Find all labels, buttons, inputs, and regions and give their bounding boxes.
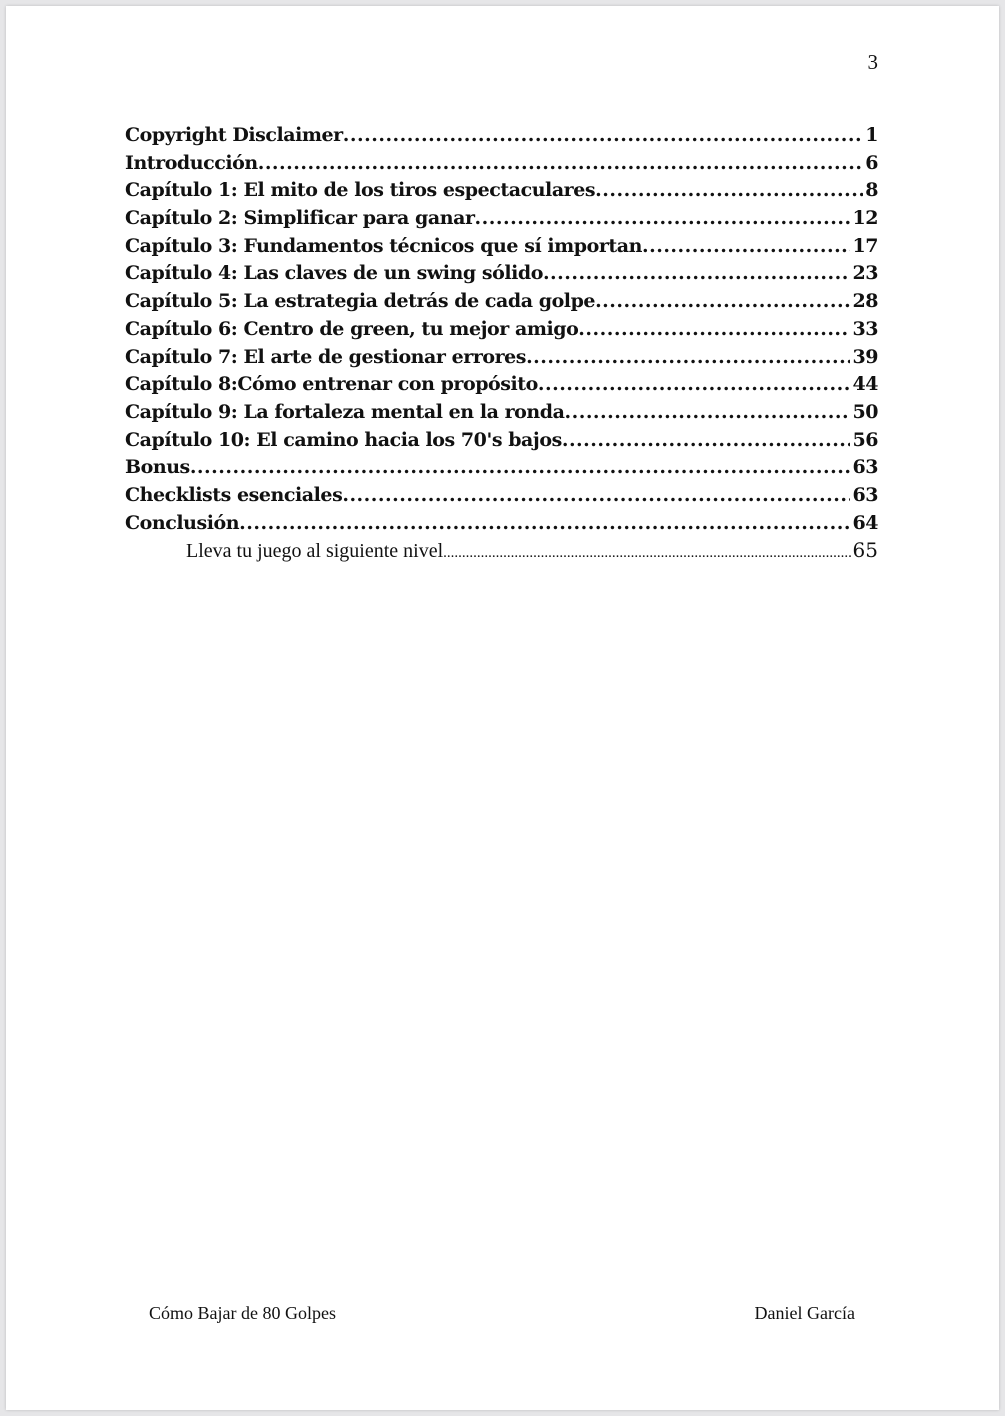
toc-entry-page: 50 [852,400,878,423]
toc-entry-page: 1 [865,124,878,146]
dot-leader [642,233,850,261]
toc-entry-page: 6 [865,151,878,174]
toc-entry-capitulo-7[interactable] [125,344,878,372]
dot-leader [564,399,850,427]
toc-entry-page: 17 [852,234,878,257]
dot-leader [239,510,850,538]
toc-entry-page: 33 [852,317,878,340]
toc-subentry-siguiente-nivel[interactable] [125,537,878,565]
toc-entry-page: 56 [852,428,878,451]
toc-entry-capitulo-2[interactable] [125,205,878,233]
document-page [6,6,999,1410]
toc-entry-page: 64 [852,511,878,534]
table-of-contents [125,122,878,565]
toc-entry-page: 8 [865,179,878,202]
footer-book-title: Cómo Bajar de 80 Golpes [149,1303,336,1323]
toc-entry-introduccion[interactable] [125,150,878,178]
toc-entry-checklists[interactable] [125,482,878,510]
toc-entry-label: Bonus [125,456,190,479]
dot-leader [190,454,851,482]
toc-entry-page: 28 [852,290,878,313]
dot-leader [258,150,864,178]
toc-entry-copyright[interactable] [125,122,878,150]
toc-entry-label: Capítulo 2: Simplificar para ganar [125,207,475,230]
toc-entry-capitulo-3[interactable] [125,233,878,261]
dot-leader [595,177,863,205]
toc-entry-label: Capítulo 5: La estrategia detrás de cada golpe [125,290,596,313]
toc-entry-label: Capítulo 10: El camino hacia los 70's bajos [125,428,562,451]
toc-entry-label: Capítulo 6: Centro de green, tu mejor amigo [125,317,579,340]
dot-leader [526,344,850,372]
page-number: 3 [867,50,878,74]
dot-leader [443,540,850,565]
toc-entry-capitulo-4[interactable] [125,260,878,288]
toc-entry-page: 12 [852,207,878,230]
toc-entry-capitulo-8[interactable] [125,371,878,399]
toc-entry-page: 23 [852,262,878,285]
dot-leader [578,316,850,344]
toc-entry-label: Capítulo 8:Cómo entrenar con propósito [125,373,538,396]
toc-entry-label: Capítulo 7: El arte de gestionar errores [125,345,527,368]
toc-entry-label: Lleva tu juego al siguiente nivel [186,540,444,563]
toc-entry-page: 39 [852,345,878,368]
toc-entry-label: Conclusión [125,511,240,534]
dot-leader [562,427,851,455]
toc-entry-label: Copyright Disclaimer [125,124,343,146]
toc-entry-page: 63 [852,456,878,479]
toc-entry-capitulo-10[interactable] [125,427,878,455]
dot-leader [342,482,850,510]
toc-entry-conclusion[interactable] [125,510,878,538]
dot-leader [538,371,851,399]
footer-author: Daniel García [754,1303,855,1323]
dot-leader [475,205,851,233]
toc-entry-label: Introducción [125,151,258,174]
toc-entry-label: Capítulo 3: Fundamentos técnicos que sí importan [125,234,642,257]
toc-entry-bonus[interactable] [125,454,878,482]
toc-entry-capitulo-6[interactable] [125,316,878,344]
toc-entry-capitulo-5[interactable] [125,288,878,316]
dot-leader [543,260,851,288]
toc-entry-capitulo-9[interactable] [125,399,878,427]
toc-entry-label: Capítulo 1: El mito de los tiros espectaculares [125,179,596,202]
toc-entry-page: 65 [852,538,878,563]
toc-entry-label: Capítulo 9: La fortaleza mental en la ronda [125,400,565,423]
dot-leader [595,288,850,316]
dot-leader [343,122,863,150]
toc-entry-page: 63 [852,483,878,506]
toc-entry-capitulo-1[interactable] [125,177,878,205]
toc-entry-label: Capítulo 4: Las claves de un swing sólido [125,262,543,285]
toc-entry-label: Checklists esenciales [125,483,343,506]
toc-entry-page: 44 [852,373,878,396]
